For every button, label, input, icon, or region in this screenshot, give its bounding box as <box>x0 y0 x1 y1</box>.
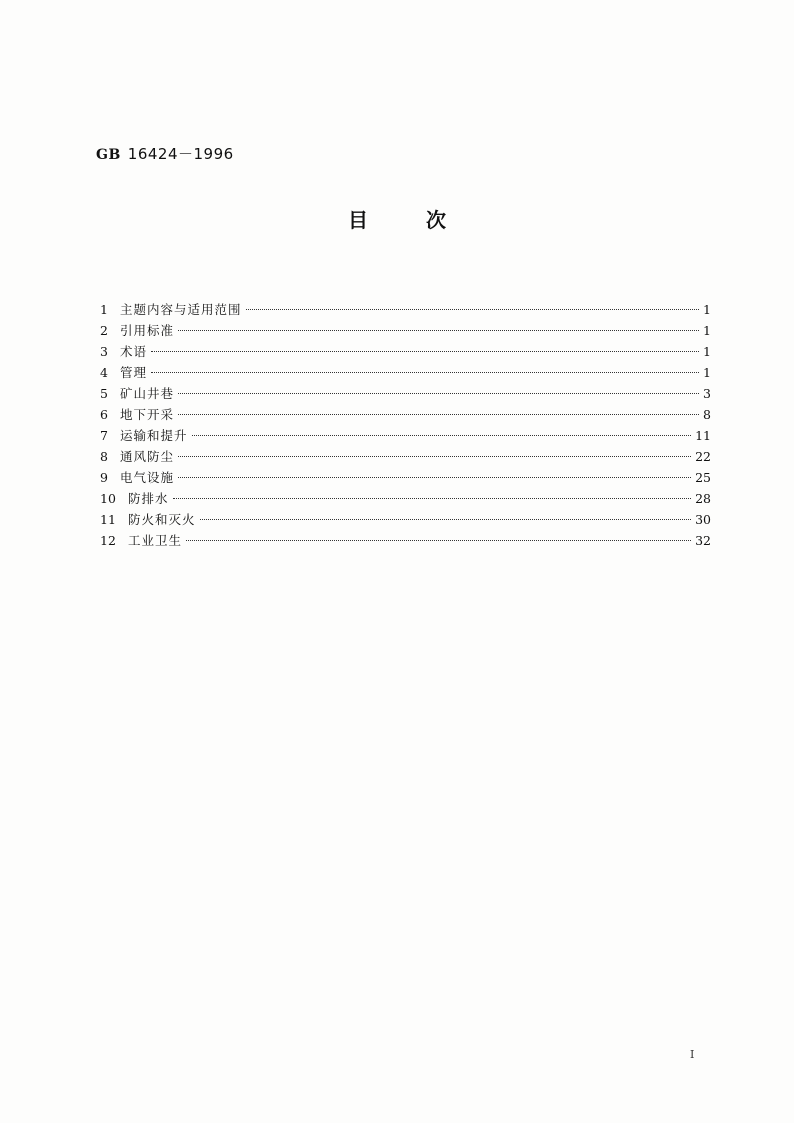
toc-entry-number: 6 <box>100 407 108 422</box>
toc-entry[interactable] <box>100 446 711 467</box>
toc-entry-label: 主题内容与适用范围 <box>120 302 242 317</box>
toc-entry[interactable] <box>100 299 711 320</box>
toc-entry-number: 2 <box>100 323 108 338</box>
table-of-contents <box>100 299 711 551</box>
toc-entry-label: 防排水 <box>128 491 169 506</box>
toc-entry-number: 1 <box>100 302 108 317</box>
standard-code <box>96 143 234 164</box>
toc-entry-page: 25 <box>695 470 711 485</box>
standard-number: 16424－1996 <box>127 145 234 163</box>
toc-entry-page: 11 <box>695 428 711 443</box>
toc-entry[interactable] <box>100 404 711 425</box>
dot-leader <box>173 498 692 499</box>
toc-entry-page: 1 <box>703 302 711 317</box>
dot-leader <box>192 435 692 436</box>
toc-entry-page: 3 <box>703 386 711 401</box>
toc-entry-label: 矿山井巷 <box>120 386 175 401</box>
toc-entry-label: 引用标准 <box>120 323 175 338</box>
toc-entry-number: 10 <box>100 491 116 506</box>
toc-entry[interactable] <box>100 320 711 341</box>
toc-entry-label: 防火和灭火 <box>128 512 196 527</box>
page-folio: I <box>690 1048 695 1061</box>
toc-entry-label: 术语 <box>120 344 148 359</box>
dot-leader <box>178 393 699 394</box>
toc-entry-label: 通风防尘 <box>120 449 175 464</box>
dot-leader <box>246 309 699 310</box>
toc-entry-label: 地下开采 <box>120 407 175 422</box>
dot-leader <box>178 414 699 415</box>
toc-heading-left: 目 <box>348 208 368 232</box>
dot-leader <box>178 456 691 457</box>
toc-entry-label: 工业卫生 <box>128 533 183 548</box>
toc-entry-number: 12 <box>100 533 116 548</box>
toc-entry-page: 1 <box>703 344 711 359</box>
standard-prefix: GB <box>96 147 121 163</box>
dot-leader <box>200 519 692 520</box>
toc-entry-number: 3 <box>100 344 108 359</box>
toc-entry-page: 30 <box>695 512 711 527</box>
toc-entry-page: 22 <box>695 449 711 464</box>
toc-entry[interactable] <box>100 362 711 383</box>
toc-entry-number: 9 <box>100 470 108 485</box>
toc-entry-page: 1 <box>703 323 711 338</box>
dot-leader <box>178 477 691 478</box>
toc-entry[interactable] <box>100 467 711 488</box>
dot-leader <box>178 330 699 331</box>
toc-entry-number: 8 <box>100 449 108 464</box>
toc-entry-number: 7 <box>100 428 108 443</box>
toc-entry-number: 5 <box>100 386 108 401</box>
toc-entry-page: 32 <box>695 533 711 548</box>
toc-entry[interactable] <box>100 425 711 446</box>
toc-heading <box>0 204 794 233</box>
toc-entry-page: 8 <box>703 407 711 422</box>
toc-entry[interactable] <box>100 530 711 551</box>
toc-heading-right: 次 <box>426 208 446 232</box>
toc-entry-number: 11 <box>100 512 116 527</box>
toc-entry-label: 运输和提升 <box>120 428 188 443</box>
dot-leader <box>151 351 699 352</box>
dot-leader <box>186 540 691 541</box>
toc-entry-page: 28 <box>695 491 711 506</box>
dot-leader <box>151 372 699 373</box>
toc-entry[interactable] <box>100 341 711 362</box>
toc-entry[interactable] <box>100 383 711 404</box>
toc-entry[interactable] <box>100 509 711 530</box>
toc-entry-label: 管理 <box>120 365 148 380</box>
toc-entry-number: 4 <box>100 365 108 380</box>
toc-entry-label: 电气设施 <box>120 470 175 485</box>
toc-entry[interactable] <box>100 488 711 509</box>
toc-entry-page: 1 <box>703 365 711 380</box>
